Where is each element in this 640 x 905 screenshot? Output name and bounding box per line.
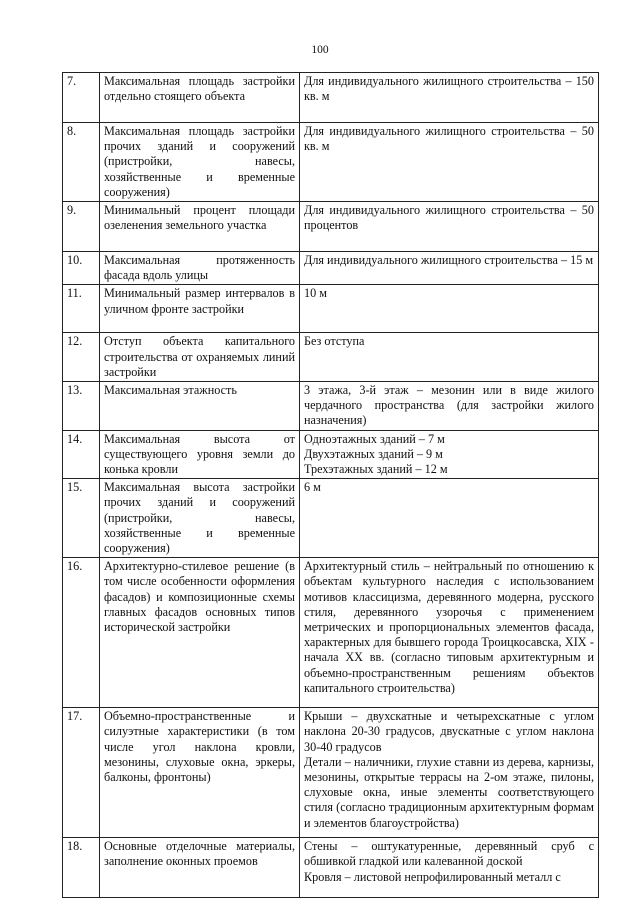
value-line: Двухэтажных зданий – 9 м <box>304 446 443 461</box>
value-line: Для индивидуального жилищного строительства – 150 кв. м <box>304 74 594 104</box>
value-line: Архитектурный стиль – нейтральный по отношению к объектам культурного наследия с использованием мотивов классицизма, деревянного модерна, русского стиля, деревянного узорочья с применением метрических и пропорциональных элементов фасада, характерных для бывшего города Троицкосавска, XIX - начала XX вв. (согласно типовым архитектурным и объемно-пространственным решениям объектов капитального строительства) <box>304 559 594 695</box>
value-line: Без отступа <box>304 334 365 349</box>
value-line: Детали – наличники, глухие ставни из дерева, карнизы, мезонины, открытые террасы на 2-ом этаже, пилоны, слуховые окна, иные элементы соответствующего стиля (согласно традиционным архитектурным формам и элементов благоустройства) <box>304 754 594 830</box>
row-number: 15. <box>63 479 100 558</box>
parameter-value <box>300 123 599 202</box>
parameter-value <box>300 382 599 431</box>
parameter-value <box>300 73 599 123</box>
parameter-value <box>300 333 599 382</box>
row-number: 7. <box>63 73 100 123</box>
table-row <box>63 123 599 202</box>
parameter-name: Максимальная площадь застройки отдельно стоящего объекта <box>100 73 300 123</box>
table-row <box>63 708 599 838</box>
value-line: Для индивидуального жилищного строительства – 15 м <box>304 253 594 268</box>
row-number: 12. <box>63 333 100 382</box>
parameter-value <box>300 708 599 838</box>
row-number: 10. <box>63 252 100 285</box>
parameter-value <box>300 252 599 285</box>
parameter-name: Отступ объекта капитального строительства от охраняемых линий застройки <box>100 333 300 382</box>
parameter-name: Архитектурно-стилевое решение (в том числе особенности оформления фасадов) и композиционные схемы главных фасадов основных типов исторической застройки <box>100 558 300 708</box>
table-row <box>63 479 599 558</box>
parameter-name: Максимальная площадь застройки прочих зданий и сооружений (пристройки, навесы, хозяйственные и временные сооружения) <box>100 123 300 202</box>
table-row <box>63 285 599 333</box>
value-line: Одноэтажных зданий – 7 м <box>304 431 445 446</box>
parameter-value <box>300 430 599 479</box>
page-number: 100 <box>311 44 329 56</box>
value-line: Для индивидуального жилищного строительства – 50 процентов <box>304 203 594 233</box>
parameter-name: Минимальный процент площади озеленения земельного участка <box>100 202 300 252</box>
value-line: Для индивидуального жилищного строительства – 50 кв. м <box>304 124 594 154</box>
table-row <box>63 382 599 431</box>
table-row <box>63 430 599 479</box>
table-row <box>63 252 599 285</box>
parameter-value <box>300 558 599 708</box>
parameter-value <box>300 838 599 898</box>
table-row <box>63 202 599 252</box>
parameter-name: Максимальная протяженность фасада вдоль улицы <box>100 252 300 285</box>
row-number: 8. <box>63 123 100 202</box>
table-row <box>63 558 599 708</box>
row-number: 13. <box>63 382 100 431</box>
parameter-name: Объемно-пространственные и силуэтные характеристики (в том числе угол наклона кровли, мезонины, слуховые окна, эркеры, балконы, фронтоны) <box>100 708 300 838</box>
table-row <box>63 73 599 123</box>
value-line: Стены – оштукатуренные, деревянный сруб с обшивкой гладкой или калеванной доской <box>304 839 594 869</box>
row-number: 11. <box>63 285 100 333</box>
row-number: 9. <box>63 202 100 252</box>
table-row <box>63 333 599 382</box>
row-number: 14. <box>63 430 100 479</box>
parameter-name: Максимальная высота от существующего уровня земли до конька кровли <box>100 430 300 479</box>
parameter-value <box>300 285 599 333</box>
parameter-value <box>300 479 599 558</box>
row-number: 17. <box>63 708 100 838</box>
value-line: Кровля – листовой непрофилированный металл с <box>304 869 561 884</box>
parameter-name: Основные отделочные материалы, заполнение оконных проемов <box>100 838 300 898</box>
parameter-name: Максимальная высота застройки прочих зданий и сооружений (пристройки, навесы, хозяйственные и временные сооружения) <box>100 479 300 558</box>
value-line: 6 м <box>304 480 321 495</box>
parameter-name: Максимальная этажность <box>100 382 300 431</box>
value-line: 10 м <box>304 286 327 301</box>
row-number: 18. <box>63 838 100 898</box>
row-number: 16. <box>63 558 100 708</box>
parameter-name: Минимальный размер интервалов в уличном фронте застройки <box>100 285 300 333</box>
value-line: Крыши – двухскатные и четырехскатные с углом наклона 20-30 градусов, двускатные с углом наклона 30-40 градусов <box>304 709 594 754</box>
parameter-value <box>300 202 599 252</box>
regulations-table <box>62 72 599 898</box>
value-line: Трехэтажных зданий – 12 м <box>304 462 448 477</box>
table-row <box>63 838 599 898</box>
value-line: 3 этажа, 3-й этаж – мезонин или в виде жилого чердачного пространства (для застройки жилого назначения) <box>304 383 594 428</box>
